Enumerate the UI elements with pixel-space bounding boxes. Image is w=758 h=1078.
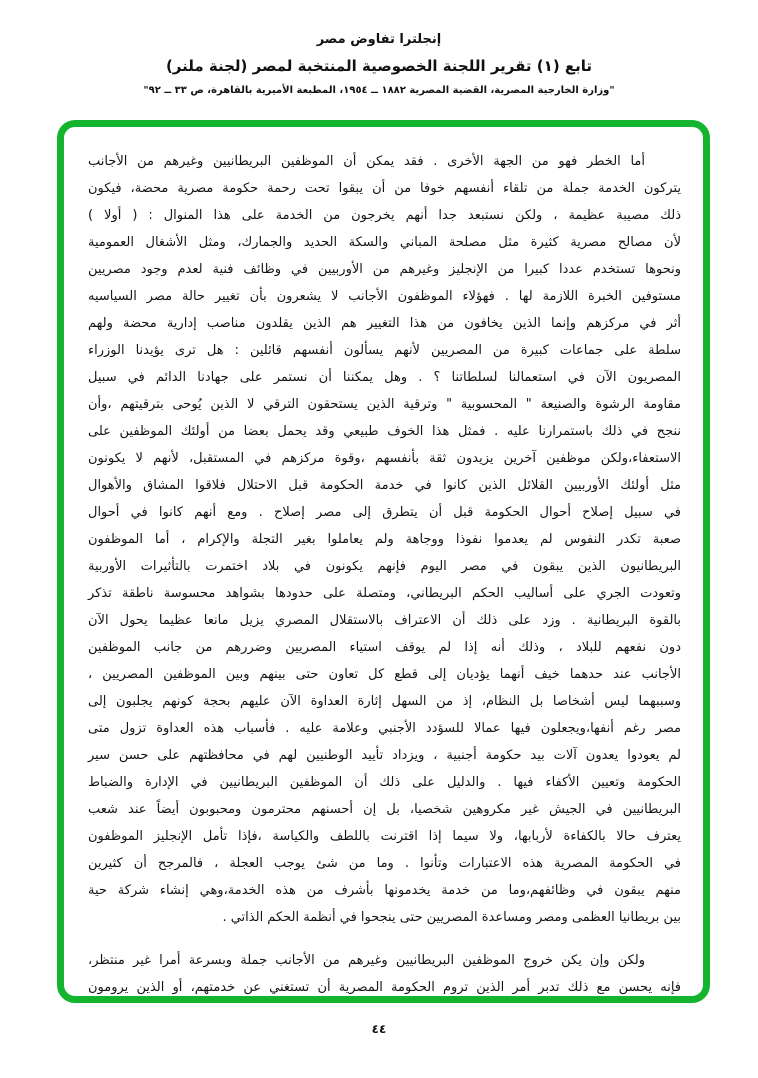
- body-text-line: البريطانيين في الجيش غير مكروهين شخصيا، بل إن أحسنهم محترمون ومحبوبون أيضاً عند شعب: [88, 802, 681, 817]
- green-border-text-frame: [57, 120, 710, 1003]
- body-text-line: فإنه يحسن مع ذلك تدبر أمر الذين تروم الحكومة المصرية أن تستغني عن خدمتهم، أو الذين يرومون: [88, 980, 681, 995]
- body-text-line: بين بريطانيا العظمى ومصر ومساعدة المصريين حتى ينجحوا في أنظمة الحكم الذاتي .: [222, 910, 681, 925]
- body-text-line: في سبيل إصلاح أحوال الحكومة قبل أن يتطرق إلى مصر إصلاح . ومع أنهم كانوا في أحوال: [88, 505, 681, 520]
- document-subtitle: تابع (١) تقرير اللجنة الخصوصية المنتخبة لمصر (لجنة ملنر): [165, 57, 593, 75]
- body-text-line: وتعودت الجري على أساليب الحكم البريطاني، ومتصلة على حدودها بشواهد محسوسة ناطقة تذكر: [88, 586, 681, 601]
- page-footer: [0, 1022, 758, 1036]
- body-text-line: الأجانب عند حدهما خيف أنهما يؤديان إلى قطع كل تعاون حتى بينهم وبين الموظفين المصريين ،: [88, 667, 681, 682]
- body-text-line: مستوفين الخبرة اللازمة لها . فهؤلاء الموظفون الأجانب لا يشعرون بأن تغيير حالة مصر السياسيه: [88, 289, 681, 304]
- body-text-line: ولكن وإن يكن خروج الموظفين البريطانيين وغيرهم من الأجانب جملة وبسرعة أمرا غير منتظر،: [88, 953, 645, 968]
- body-text-line: مثل أولئك الأوربيين القلائل الذين كانوا في خدمة الحكومة قبل الاحتلال فلاقوا المشاق والأهوال: [88, 478, 681, 493]
- body-text-line: الحكومة وتعيين الأكفاء فيها . والدليل على ذلك أن الموظفين البريطانيين في الإدارة والضباط: [88, 775, 681, 790]
- body-text-line: المصريون الآن في استعمالنا لسلطاتنا ؟ . وهل يمكننا أن نستمر على جهادنا الدائم في سبيل: [88, 370, 681, 385]
- page-number: ٤٤: [371, 1022, 387, 1036]
- body-text-line: وسببهما ليس أشخاصا بل النظام، إذ من السهل إثارة العداوة الآن عليهم بحجة كونهم يجلبون إلى: [88, 694, 681, 709]
- body-text-line: سلطة على جماعات كبيرة من المصريين لأنهم يسألون أنفسهم قائلين : هل ترى يؤيدنا الوزراء: [88, 343, 681, 358]
- body-text-line: بالقوة البريطانية . وزد على ذلك أن الاعتراف بالاستقلال المصري يزيل مانعا عظيما يحول الآن: [88, 613, 681, 628]
- body-text-line: يتركون الخدمة جملة من تلقاء أنفسهم خوفا من أن يبقوا تحت رحمة حكومة مصرية محضة، فيكون: [88, 181, 681, 196]
- body-text-line: البريطانيون الذين يبقون في مصر اليوم فإنهم يكونون في بلاد اختمرت بالتأثيرات الأوربية: [88, 559, 681, 574]
- body-text-line: صعبة تكدر النفوس لم يعدموا نفوذا ووجاهة ولم يعاملوا بغير التجلة والإكرام ، أما الموظفون: [88, 532, 681, 547]
- body-text-line: يعترف حالا بالكفاءة لأربابها، ولا سيما إذا اقترنت باللطف والكياسة ،فإذا تأمل الإنجليز الموظفون: [88, 829, 681, 844]
- body-text-line: منهم يبقون في وظائفهم،وما من خدمة يخدمونها بأشرف من هذه الخدمة،وهي إنشاء شركة حية: [88, 883, 681, 898]
- body-text-line: مصر رغم أنفها،ويجعلون فيها عمالا للسؤدد الأجنبي وعلامة عليه . فأسباب هذه العداوة تزول متى: [88, 721, 681, 736]
- body-text-line: مقاومة الرشوة والصنيعة " المحسوبية " وترقية الذين يستحقون الترقي لا الذين يُوحى بترقيتهم ،وأن: [88, 397, 681, 412]
- body-text-line: في الحكومة المصرية هذه الاعتبارات وتأنوا . وما من شئ يوجب العجلة ، فالمرجح أن كثيرين: [88, 856, 681, 871]
- body-text-line: ونحوها تستخدم عددا كبيرا من الإنجليز وغيرهم من الأوربيين في وظائف فنية لعدم وجود مصريين: [88, 262, 681, 277]
- page-header: [0, 32, 758, 96]
- body-text-line: دون نفعهم للبلاد ، وذلك أنه إذا لم يوقف استياء المصريين وضررهم من جانب الموظفين: [88, 640, 681, 655]
- body-text-line: لأن مصالح مصرية كثيرة مثل مصلحة المباني والسكة الحديد والجمارك، ومثل الأشغال العمومية: [88, 235, 681, 250]
- body-text-line: أما الخطر فهو من الجهة الأخرى . فقد يمكن أن الموظفين البريطانيين وغيرهم من الأجانب: [88, 154, 645, 169]
- document-title: إنجلترا تفاوض مصر: [316, 32, 442, 47]
- body-text-line: ننجح في ذلك باستمرارنا عليه . فمثل هذا الخوف طبيعي وقد يحمل بعضا من أولئك الموظفين على: [88, 424, 681, 439]
- body-text-line: أثر في مركزهم وإنما الذين يخافون من هذا التغيير هم الذين يقلدون مناصب إدارية محضة ولهم: [88, 316, 681, 331]
- body-text-line: الاستعفاء،ولكن موظفين آخرين يزيدون ثقة بأنفسهم ،وقوة مركزهم في المستقبل، لأنهم لا يكونون: [88, 451, 681, 466]
- body-text-line: ذلك مصيبة عظيمة ، ولكن نستبعد جدا أنهم يخرجون من الخدمة على هذا المنوال : ( أولا ): [88, 208, 681, 223]
- body-text-line: لم يعودوا يعدون آلات بيد حكومة أجنبية ، ويزداد تأييد الوطنيين لهم في محافظتهم على حسن سير: [88, 748, 681, 763]
- document-source-citation: "وزارة الخارجية المصرية، القضية المصرية ١٨٨٢ ــ ١٩٥٤، المطبعة الأميرية بالقاهرة، ص ٣٣ ــ ٩٢": [143, 85, 615, 96]
